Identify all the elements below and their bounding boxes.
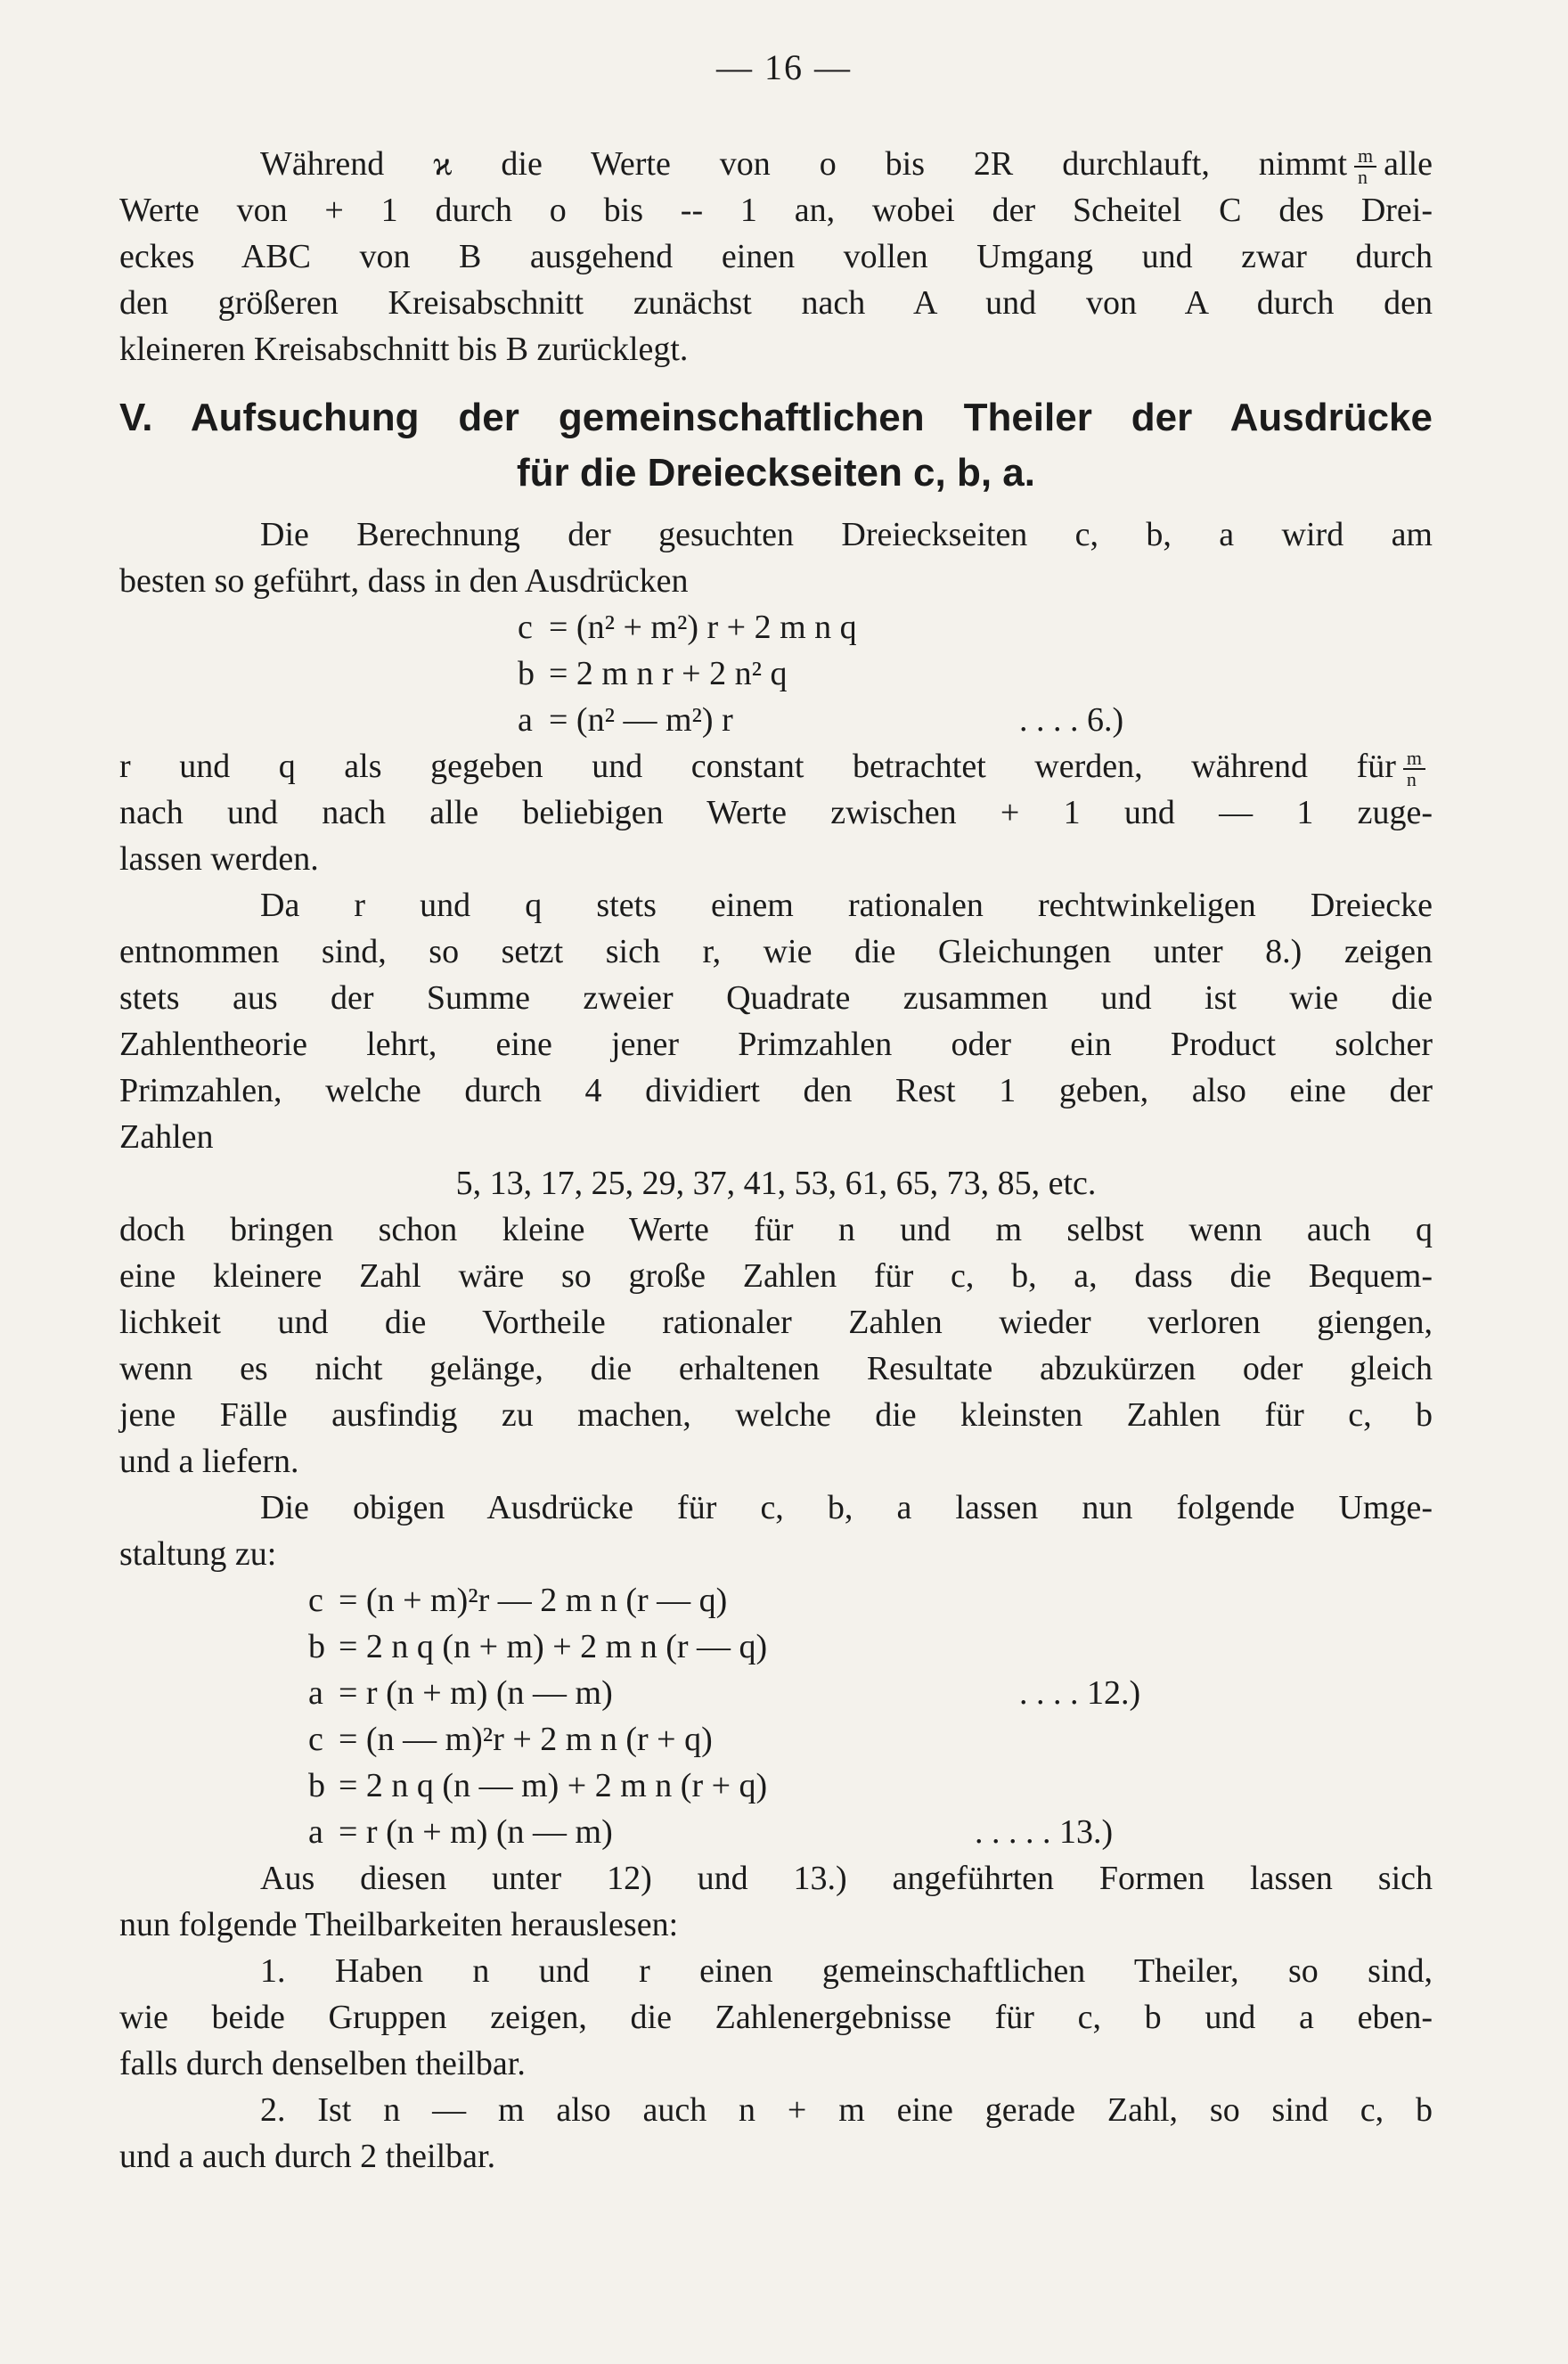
page-body	[119, 141, 1433, 2180]
text-line: falls durch denselben theilbar.	[119, 2045, 526, 2082]
text-line: Die Berechnung der gesuchten Dreieckseiten c, b, a wird am	[260, 516, 1433, 553]
text-line: staltung zu:	[119, 1535, 277, 1573]
text-line: 2. Ist n — m also auch n + m eine gerade Zahl, so sind c, b	[260, 2091, 1433, 2129]
text-line: kleineren Kreisabschnitt bis B zurücklegt.	[119, 331, 689, 368]
text-line: Zahlen	[119, 1118, 214, 1156]
text-line: doch bringen schon kleine Werte für n und m selbst wenn auch q	[119, 1211, 1433, 1248]
text-line: nach und nach alle beliebigen Werte zwischen + 1 und — 1 zuge-	[119, 794, 1433, 831]
text-line	[119, 141, 1433, 187]
text-line: wie beide Gruppen zeigen, die Zahlenergebnisse für c, b und a eben-	[119, 1999, 1433, 2036]
fraction-m-over-n: $\frac{m}{n}$	[1403, 748, 1425, 789]
equation-row: c = (n² + m²) r + 2 m n q	[518, 609, 857, 646]
text-line: 1. Haben n und r einen gemeinschaftlichen Theiler, so sind,	[260, 1952, 1433, 1990]
text-line: nun folgende Theilbarkeiten herauslesen:	[119, 1906, 679, 1943]
section-heading: V. Aufsuchung der gemeinschaftlichen Theiler der Ausdrücke	[119, 396, 1433, 439]
equation-group-13	[119, 1716, 1433, 1855]
text-line: den größeren Kreisabschnitt zunächst nach A und von A durch den	[119, 284, 1433, 322]
text-line: Aus diesen unter 12) und 13.) angeführten Formen lassen sich	[260, 1860, 1433, 1897]
text-line: lassen werden.	[119, 840, 319, 878]
text-fragment: Während ϰ die Werte von o bis 2R durchlauft, nimmt	[260, 145, 1348, 183]
text-line: Primzahlen, welche durch 4 dividiert den Rest 1 geben, also eine der	[119, 1072, 1433, 1109]
text-line: Werte von + 1 durch o bis -- 1 an, wobei der Scheitel C des Drei-	[119, 192, 1433, 229]
page-number: — 16 —	[716, 47, 852, 87]
equation-row: a = r (n + m) (n — m) . . . . . 13.)	[308, 1813, 1114, 1851]
text-line: jene Fälle ausfindig zu machen, welche die kleinsten Zahlen für c, b	[119, 1396, 1433, 1434]
equation-row: b = 2 m n r + 2 n² q	[518, 655, 788, 692]
text-line: und a liefern.	[119, 1443, 299, 1480]
equation-row: a = (n² — m²) r . . . . 6.)	[518, 701, 1124, 739]
equation-row: b = 2 n q (n — m) + 2 m n (r + q)	[308, 1767, 768, 1804]
fraction-m-over-n: $\frac{m}{n}$	[1354, 146, 1376, 187]
equation-row: c = (n + m)²r — 2 m n (r — q)	[308, 1582, 728, 1619]
text-line: eckes ABC von B ausgehend einen vollen Umgang und zwar durch	[119, 238, 1433, 275]
equation-row: a = r (n + m) (n — m) . . . . 12.)	[308, 1674, 1141, 1712]
text-line: Zahlentheorie lehrt, eine jener Primzahlen oder ein Product solcher	[119, 1026, 1433, 1063]
number-list: 5, 13, 17, 25, 29, 37, 41, 53, 61, 65, 73, 85, etc.	[455, 1165, 1097, 1202]
text-line: entnommen sind, so setzt sich r, wie die Gleichungen unter 8.) zeigen	[119, 933, 1433, 970]
section-heading-continued: für die Dreieckseiten c, b, a.	[516, 451, 1035, 495]
text-line: eine kleinere Zahl wäre so große Zahlen für c, b, a, dass die Bequem-	[119, 1257, 1433, 1295]
text-line: stets aus der Summe zweier Quadrate zusammen und ist wie die	[119, 979, 1433, 1017]
equation-group-6	[119, 604, 1433, 743]
text-line: lichkeit und die Vortheile rationaler Zahlen wieder verloren giengen,	[119, 1304, 1433, 1341]
text-fragment: alle	[1384, 145, 1433, 183]
text-line: Die obigen Ausdrücke für c, b, a lassen nun folgende Umge-	[260, 1489, 1433, 1526]
text-line: besten so geführt, dass in den Ausdrücken	[119, 562, 689, 600]
equation-row: c = (n — m)²r + 2 m n (r + q)	[308, 1721, 713, 1758]
text-line: und a auch durch 2 theilbar.	[119, 2138, 496, 2175]
text-line	[119, 743, 1433, 789]
text-line: wenn es nicht gelänge, die erhaltenen Resultate abzukürzen oder gleich	[119, 1350, 1433, 1387]
text-fragment: r und q als gegeben und constant betrachtet werden, während für	[119, 748, 1396, 785]
equation-row: b = 2 n q (n + m) + 2 m n (r — q)	[308, 1628, 768, 1665]
equation-group-12	[119, 1577, 1433, 1716]
text-line: Da r und q stets einem rationalen rechtwinkeligen Dreiecke	[260, 887, 1433, 924]
